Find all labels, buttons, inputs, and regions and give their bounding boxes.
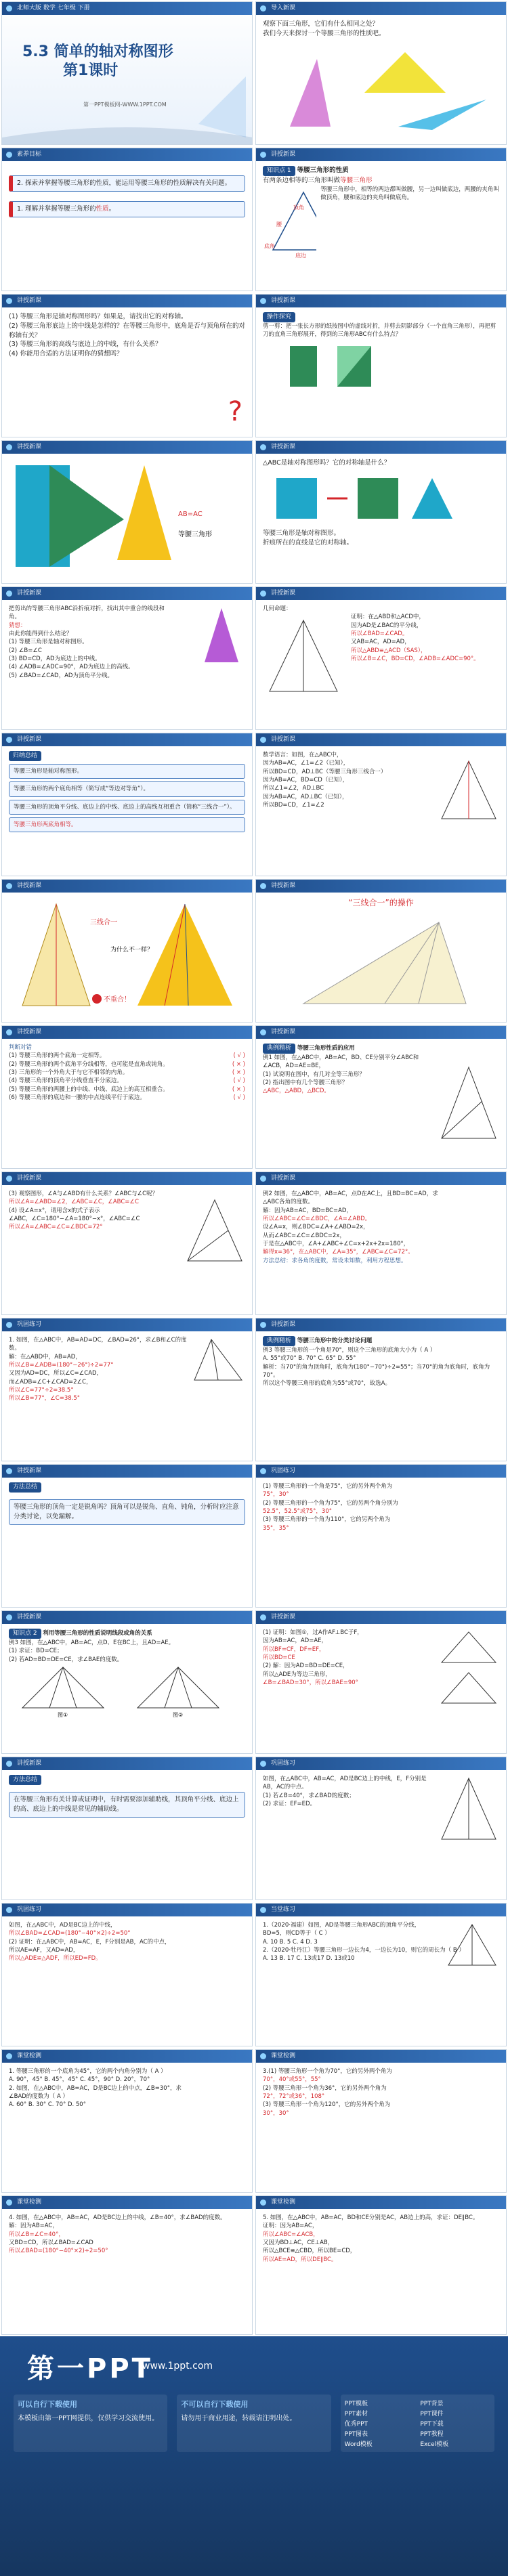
slide-bar	[2, 441, 252, 454]
bullet-icon	[6, 883, 12, 889]
section-title: 等腰三角形的性质	[297, 167, 349, 174]
slide-bar	[2, 2, 252, 15]
operation-title: “三线合一”的操作	[348, 898, 414, 907]
slide-math-language: 讲授新课 数学语言：如图，在△ABC中， 因为AB=AC，∠1=∠2（已知）， 所以BD=CD，AD⊥BC（等腰三角形三线合一） 因为AB=AC，BD=CD（已知）， 所以∠1=∠2，AD⊥BC 因为AB=AC，AD⊥BC（已知）， 所以BD=CD，∠1=∠2	[255, 733, 507, 876]
slide-bar	[256, 441, 506, 454]
footer-col-3	[341, 2395, 494, 2452]
slide-practice-3: 巩固练习 如图，在△ABC中，AB=AC，AD是BC边上的中线，E，F分别是AB，AC的中点。 (1) 若∠B=40°，求∠BAD的度数； (2) 求证：EF=ED。	[255, 1757, 507, 1900]
slide-example-1b: 讲授新课 (3) 观察图形，∠A与∠ABD有什么关系？∠ABC与∠C呢？ 所以∠A=∠ABD=∠2，∠ABC=∠C，∠ABC=∠C (4) 设∠A=x°，请用含x的式子表示 ∠ABC，∠C=180°−∠A=180°−x°，∠ABC=∠C 所以∠A=∠ABC=∠C=∠BDC=72°	[1, 1172, 253, 1315]
label-three-lines: 三线合一	[90, 919, 117, 926]
bar-label: 讲授新课	[17, 1760, 42, 1767]
activity-text: 剪一剪：把一张长方形的纸按图中的虚线对折，并剪去阴影部分（一个直角三角形），再把剪刀的直角三角形展开，得到的三角形ABC有什么特点？	[263, 323, 496, 339]
classroom-figure	[445, 1921, 499, 1969]
site-caption: 第一PPT模板网-WWW.1PPT.COM	[83, 102, 167, 108]
slide-definition: 讲授新课 知识点 1 等腰三角形的性质 有两条边相等的三角形叫做等腰三角形 顶角 腰 底边 底角 等腰三角形中，相等的两边都叫做腰，另一边叫做底边，两腰的夹角叫做顶角，腰和底边的夹角叫做底角。	[255, 148, 507, 291]
bar-label: 讲授新课	[17, 1467, 42, 1474]
slide-bar	[2, 2196, 252, 2209]
slide-bar	[2, 2050, 252, 2063]
bar-label: 讲授新课	[17, 1614, 42, 1620]
question-2: 我们今天来探讨一个等腰三角形的性质吧。	[263, 29, 385, 37]
question-2: (2) 等腰三角形底边上的中线是怎样的？在等腰三角形中，底角是否与顶角所在的对称轴有关？	[9, 322, 245, 339]
paper-fold-figure	[263, 339, 398, 393]
method-text: 在等腰三角形有关计算或证明中，有时需要添加辅助线，其顶角平分线、底边上的高、底边上的中线是常见的辅助线。	[9, 1792, 245, 1818]
slide-bar	[2, 1172, 252, 1185]
bar-label: 巩固练习	[17, 1906, 42, 1913]
slide-practice-3b: 巩固练习 如图，在△ABC中，AD是BC边上的中线， 所以∠BAD=∠CAD=(180°−40°×2)÷2=50° (2) 证明：在△ABC中，AB=AC，E，F分别是AB，AC的中点， 所以AE=AF，又AD=AD， 所以△ADE≌△ADF，所以ED=FD。	[1, 1903, 253, 2046]
equal-sides-label: AB=AC	[178, 511, 203, 518]
bar-label: 讲授新课	[17, 444, 42, 450]
bullet-icon	[6, 298, 12, 304]
bullet-icon	[260, 1176, 266, 1182]
slide-solution-3: 讲授新课 (1) 证明：如图①，过A作AF⊥BC于F， 因为AB=AC，AD=AE， 所以BF=CF，DF=EF， 所以BD=CE (2) 解：因为AD=BD=DE=CE， 所以△ADE为等边三角形， ∠B=∠BAD=30°，所以∠BAE=90°	[255, 1610, 507, 1754]
knowledge-tag: 知识点 1	[263, 166, 295, 176]
slide-check-1: 课堂检测 1. 等腰三角形的一个底角为45°，它的两个内角分别为（ A ） A. 90°，45° B. 45°，45° C. 45°，90° D. 20°，70° 2. 如图，在△ABC中，AB=AC，D是BC边上的中点，∠B=30°，求∠BAD的度数为（ A ） A. 60° B. 30° C. 70° D. 50°	[1, 2049, 253, 2193]
slide-symmetry	[255, 440, 507, 584]
practice-figure	[438, 1775, 499, 1843]
bar-label: 课堂检测	[17, 2053, 42, 2059]
slide-three-lines	[1, 879, 253, 1023]
symmetry-question: △ABC是轴对称图形吗？它的对称轴是什么？	[263, 459, 391, 467]
slide-bar	[2, 295, 252, 307]
slide-bar	[256, 148, 506, 161]
bar-label: 素养目标	[17, 151, 42, 158]
bullet-icon	[6, 1761, 12, 1767]
slide-bar	[256, 1757, 506, 1770]
tf-heading: 判断对错	[9, 1044, 33, 1051]
slide-method-1: 讲授新课 方法总结 等腰三角形的顶角一定是锐角吗？顶角可以是锐角、直角、钝角，分析时应注意分类讨论，以免漏解。	[1, 1464, 253, 1608]
slide-bar	[256, 733, 506, 746]
bullet-icon	[260, 298, 266, 304]
slide-bar	[256, 2050, 506, 2063]
footer-logo: 第一PPT	[27, 2353, 153, 2384]
slide-operation	[255, 879, 507, 1023]
slide-goals	[1, 148, 253, 291]
bar-label: 讲授新课	[271, 736, 296, 743]
slide-bar	[2, 148, 252, 161]
conclusion-2: 折痕所在的直线是它的对称轴。	[263, 538, 354, 546]
bar-label: 讲授新课	[17, 882, 42, 889]
bullet-icon	[6, 1176, 12, 1182]
language-triangle	[438, 758, 499, 825]
footer-link[interactable]: PPT课件	[420, 2411, 444, 2418]
bar-label: 当堂练习	[271, 1906, 296, 1913]
slide-bar	[256, 295, 506, 307]
slide-bar	[256, 1611, 506, 1624]
footer-link[interactable]: PPT教程	[420, 2431, 444, 2438]
bullet-icon	[6, 1468, 12, 1474]
slide-bar	[2, 880, 252, 893]
bar-label: 讲授新课	[17, 736, 42, 743]
shape-label: 等腰三角形	[178, 531, 212, 538]
bar-label: 讲授新课	[271, 882, 296, 889]
example-figure	[184, 1197, 245, 1264]
slide-method-2: 讲授新课 方法总结 在等腰三角形有关计算或证明中，有时需要添加辅助线，其顶角平分线、底边上的高、底边上的中线是常见的辅助线。	[1, 1757, 253, 1900]
warning-icon	[92, 994, 102, 1004]
bar-label: 巩固练习	[271, 1760, 296, 1767]
bullet-icon	[6, 2053, 12, 2059]
bullet-icon	[6, 1322, 12, 1328]
caption-fig2: 图②	[173, 1711, 184, 1718]
bullet-icon	[6, 1614, 12, 1620]
label-not-coincide: 不重合！	[104, 996, 131, 1004]
question-1: (1) 等腰三角形是轴对称图形吗？如果是，请找出它的对称轴。	[9, 313, 188, 320]
slide-bar	[256, 2, 506, 15]
slide-bar	[256, 1465, 506, 1478]
slide-bar	[2, 733, 252, 746]
slide-check-4: 课堂检测 5. 如图，在△ABC中，AB=AC，BD和CE分别是AC，AB边上的高，求证：DE∥BC。 证明：因为AB=AC， 所以∠ABC=∠ACB， 又因为BD⊥AC，CE⊥AB， 所以△BCE≌△CBD，所以BE=CD， 所以AE=AD，所以DE∥BC。	[255, 2195, 507, 2335]
bullet-icon	[260, 1468, 266, 1474]
slide-check-2: 课堂检测 3.(1) 等腰三角形一个角为70°，它的另外两个角为 70°，40°或55°，55° (2) 等腰三角形一个角为36°，它的另外两个角为 72°，72°或36°，108° (3) 等腰三角形一个角为120°，它的另外两个角为 30°，30°	[255, 2049, 507, 2193]
footer-banner	[0, 2336, 508, 2576]
footer-link[interactable]: Excel模板	[420, 2441, 449, 2448]
slide-example-3: 讲授新课 典例精析 等腰三角形中的分类讨论问题 例3 等腰三角形的一个角是70°，则这个三角形的底角大小为（ A ） A. 55°或70° B. 70° C. 65° D. 55° 解析：当70°的角为顶角时，底角为(180°−70°)÷2=55°；当70°的角为底角时，底角为70°。 所以这个等腰三角形的底角为55°或70°，故选A。	[255, 1318, 507, 1461]
slide-bar	[2, 1757, 252, 1770]
bullet-icon	[6, 1907, 12, 1913]
bar-label: 巩固练习	[271, 1467, 296, 1474]
footer-link[interactable]: PPT素材	[344, 2411, 368, 2418]
operation-figure	[263, 909, 500, 1010]
bar-label: 讲授新课	[271, 1321, 296, 1328]
slide-bar	[2, 1611, 252, 1624]
question-mark-icon: ?	[228, 396, 242, 427]
bar-label: 讲授新课	[17, 297, 42, 304]
label-leg: 腰	[276, 221, 282, 228]
example-figure	[438, 1064, 499, 1145]
slide-bar	[256, 587, 506, 600]
intro: 把剪出的等腰三角形ABC沿折痕对折，找出其中重合的线段和角。	[9, 605, 165, 621]
three-lines-figure	[9, 897, 246, 1016]
slide-bar	[256, 1172, 506, 1185]
bullet-icon	[260, 737, 266, 743]
slide-bar	[2, 587, 252, 600]
slide-bar	[256, 880, 506, 893]
bar-label: 讲授新课	[271, 151, 296, 158]
bullet-icon	[260, 883, 266, 889]
bullet-icon	[260, 2199, 266, 2206]
footer-link[interactable]: 优秀PPT	[344, 2421, 368, 2428]
bar-label: 讲授新课	[271, 1175, 296, 1182]
slide-intro	[255, 1, 507, 145]
bar-label: 讲授新课	[271, 1029, 296, 1035]
slide-bar	[2, 1904, 252, 1916]
bullet-icon	[260, 5, 266, 12]
slide-proof: 讲授新课 几何命题： 证明：在△ABD和△ACD中， 因为AD是∠BAC的平分线， 所以∠BAD=∠CAD。 又AB=AC，AD=AD， 所以△ABD≌△ACD（SAS）， 所以∠B=∠C，BD=CD，∠ADB=∠ADC=90°。	[255, 586, 507, 730]
bullet-icon	[6, 5, 12, 12]
slide-bar	[2, 1318, 252, 1331]
question-1: 观察下面三角形，它们有什么相同之处？	[263, 20, 379, 28]
bar-label: 讲授新课	[17, 1175, 42, 1182]
proof-triangle	[263, 617, 344, 698]
bullet-icon	[6, 152, 12, 158]
slide-knowledge-2: 讲授新课 知识点 2 利用等腰三角形的性质说明线段或角的关系 例3 如图，在△ABC中，AB=AC，点D、E在BC上，且AD=AE。 (1) 求证：BD=CE； (2) 若AD=BD=DE=CE，求∠BAE的度数。 图① 图②	[1, 1610, 253, 1754]
bullet-icon	[260, 1614, 266, 1620]
bullet-icon	[260, 591, 266, 597]
label-base-angle: 底角	[264, 242, 275, 249]
label-base: 底边	[295, 252, 306, 259]
footer-col-2: 不可以自行下载使用 请勿用于商业用途，转载请注明出处。	[177, 2395, 331, 2452]
footer-link[interactable]: PPT背景	[420, 2401, 444, 2407]
goal-1: 1. 理解并掌握等腰三角形的性质。	[9, 201, 245, 217]
label-why: 为什么不一样？	[110, 947, 154, 953]
question-4: (4) 你能用合适的方法证明你的猜想吗？	[9, 350, 123, 358]
triangles-figure	[263, 39, 500, 133]
lesson-title	[22, 43, 173, 80]
footer-url[interactable]: www.1ppt.com	[142, 2361, 213, 2371]
bar-label: 导入新课	[271, 5, 296, 12]
conclusion-1: 等腰三角形是轴对称图形。	[263, 529, 341, 537]
bar-label: 讲授新课	[271, 297, 296, 304]
slide-practice-1: 巩固练习 1. 如图，在△ABC中，AB=AD=DC，∠BAD=26°，求∠B和∠C的度数。 解：在△ABD中，AB=AD， 所以∠B=∠ADB=(180°−26°)÷2=77° 又因为AD=DC，所以∠C=∠CAD， 而∠ADB=∠C+∠CAD=2∠C， 所以∠C=77°÷2=38.5° 所以∠B=77°，∠C=38.5°	[1, 1318, 253, 1461]
question-3: (3) 等腰三角形的高线与底边上的中线，有什么关系？	[9, 341, 162, 349]
bar-label: 讲授新课	[271, 590, 296, 597]
bar-label: 巩固练习	[17, 1321, 42, 1328]
fold-sequence	[263, 468, 500, 529]
slide-practice-2: 巩固练习 (1) 等腰三角形的一个角是75°，它的另外两个角为 75°，30° (2) 等腰三角形的一个角为75°，它的另两个角分别为 52.5°，52.5°或75°，30° (3) 等腰三角形的一个角为110°，它的另两个角为 35°，35°	[255, 1464, 507, 1608]
bar-label: 课堂检测	[17, 2199, 42, 2206]
activity-tag: 操作探究	[263, 312, 295, 322]
bar-label: 讲授新课	[271, 1614, 296, 1620]
slide-bar	[256, 1904, 506, 1916]
practice-figure	[191, 1336, 245, 1383]
bar-label: 课堂检测	[271, 2199, 296, 2206]
slide-cut-activity	[255, 294, 507, 437]
bar-label: 讲授新课	[271, 444, 296, 450]
title-line-2: 第1课时	[63, 62, 119, 79]
definition-text: 等腰三角形中，相等的两边都叫做腰，另一边叫做底边，两腰的夹角叫做顶角，腰和底边的夹角叫做底角。	[320, 186, 499, 202]
unfold-figure	[9, 458, 246, 577]
footer-col-1: 可以自行下载使用 本模板由第一PPT网提供，仅供学习交流使用。	[14, 2395, 167, 2452]
goal-2: 2. 探索并掌握等腰三角形的性质，能运用等腰三角形的性质解决有关问题。	[9, 175, 245, 192]
bullet-icon	[6, 1029, 12, 1035]
slide-bar	[2, 1465, 252, 1478]
cone-figure	[198, 605, 245, 666]
footer-link[interactable]: PPT模板	[344, 2401, 368, 2407]
slide-questions	[1, 294, 253, 437]
bullet-icon	[6, 444, 12, 450]
slide-conjecture: 讲授新课 把剪出的等腰三角形ABC沿折痕对折，找出其中重合的线段和角。 猜想： 由此你能得到什么结论？ (1) 等腰三角形是轴对称图形。 (2) ∠B=∠C (3) BD=CD，AD为底边上的中线。 (4) ∠ADB=∠ADC=90°，AD为底边上的高线。 (5) ∠BAD=∠CAD，AD为顶角平分线。	[1, 586, 253, 730]
bullet-icon	[6, 2199, 12, 2206]
slide-classroom-1: 当堂练习 1.（2020·福建）如图，AD是等腰三角形ABC的顶角平分线，BD=5，则CD等于（ C ） A. 10 B. 5 C. 4 D. 3 2.（2020·牡丹江）等腰三角形一边长为4，一边长为10，则它的周长为（ B ） A. 13 B. 17 C. 13或17 D. 13或10	[255, 1903, 507, 2046]
caption-fig1: 图①	[58, 1711, 68, 1718]
slide-example-2: 讲授新课 例2 如图，在△ABC中，AB=AC，点D在AC上，且BD=BC=AD，求△ABC各角的度数。 解：因为AB=AC，BD=BC=AD， 所以∠ABC=∠C=∠BDC，∠A=∠ABD。 设∠A=x，则∠BDC=∠A+∠ABD=2x， 从而∠ABC=∠C=∠BDC=2x， 于是在△ABC中，∠A+∠ABC+∠C=x+2x+2x=180°， 解得x=36°，在△ABC中，∠A=35°，∠ABC=∠C=72°。 方法总结：求各角的度数，常设未知数，利用方程思想。	[255, 1172, 507, 1315]
solution-figures	[438, 1629, 499, 1710]
bar-label: 北师大版 数学 七年级 下册	[17, 5, 90, 12]
isosceles-diagram	[263, 186, 316, 260]
title-line-1: 5.3 简单的轴对称图形	[22, 43, 173, 60]
footer-link[interactable]: PPT下载	[420, 2421, 444, 2428]
method-text: 等腰三角形的顶角一定是锐角吗？顶角可以是锐角、直角、钝角，分析时应注意分类讨论，以免漏解。	[9, 1499, 245, 1525]
bullet-icon	[260, 1761, 266, 1767]
slide-summary-1: 讲授新课 归纳总结 等腰三角形是轴对称图形。 等腰三角形的两个底角相等（简写成“等边对等角”）。 等腰三角形的顶角平分线、底边上的中线、底边上的高线互相重合（简称“三线合一”）。 等腰三角形两底角相等。	[1, 733, 253, 876]
summary-tag: 归纳总结	[9, 751, 41, 761]
bullet-icon	[6, 737, 12, 743]
label-vertex: 顶角	[293, 204, 304, 211]
bullet-icon	[260, 2053, 266, 2059]
figures-1-2	[9, 1664, 239, 1718]
bullet-icon	[260, 1322, 266, 1328]
slide-bar	[256, 2196, 506, 2209]
footer-link[interactable]: PPT图表	[344, 2431, 368, 2438]
bar-label: 讲授新课	[17, 590, 42, 597]
bar-label: 讲授新课	[17, 1029, 42, 1035]
slide-title	[1, 1, 253, 145]
bullet-icon	[260, 444, 266, 450]
slide-bar	[256, 1318, 506, 1331]
footer-link[interactable]: Word模板	[344, 2441, 373, 2448]
bullet-icon	[260, 152, 266, 158]
conjecture-heading: 猜想：	[9, 622, 26, 629]
slide-bar	[2, 1026, 252, 1039]
bullet-icon	[260, 1907, 266, 1913]
bar-label: 课堂检测	[271, 2053, 296, 2059]
slide-check-3: 课堂检测 4. 如图，在△ABC中，AB=AC，AD是BC边上的中线，∠B=40°，求∠BAD的度数。 解：因为AB=AC， 所以∠B=∠C=40°， 又BD=CD，所以∠BAD=∠CAD 所以∠BAD=(180°−40°×2)÷2=50°	[1, 2195, 253, 2335]
bullet-icon	[6, 591, 12, 597]
slide-true-false: 讲授新课 判断对错 (1) 等腰三角形的两个底角一定相等。 ( √ ) (2) 等腰三角形的两个底角平分线相等，也可能是直角或钝角。 ( × ) (3) 三角形的一个外角大于与它不相邻的内角。 ( × ) (4) 等腰三角形的顶角平分线垂直平分底边。 ( √ ) (5) 等腰三角形的两腰上的中线、中线、底边上的高互相重合。 ( × ) (6) 等腰三角形的底边和一腰的中点连线平行于底边。 ( √ )	[1, 1025, 253, 1169]
bullet-icon	[260, 1029, 266, 1035]
slide-bar	[256, 1026, 506, 1039]
slide-example-1: 讲授新课 典例精析 等腰三角形性质的应用 例1 如图，在△ABC中，AB=AC，BD、CE分别平分∠ABC和∠ACB，AD=AE=BE， (1) 试说明在图中，有几对全等三角形？ (2) 指出图中有几个等腰三角形？ △ABC，△ABD，△BCD。	[255, 1025, 507, 1169]
slide-unfold	[1, 440, 253, 584]
